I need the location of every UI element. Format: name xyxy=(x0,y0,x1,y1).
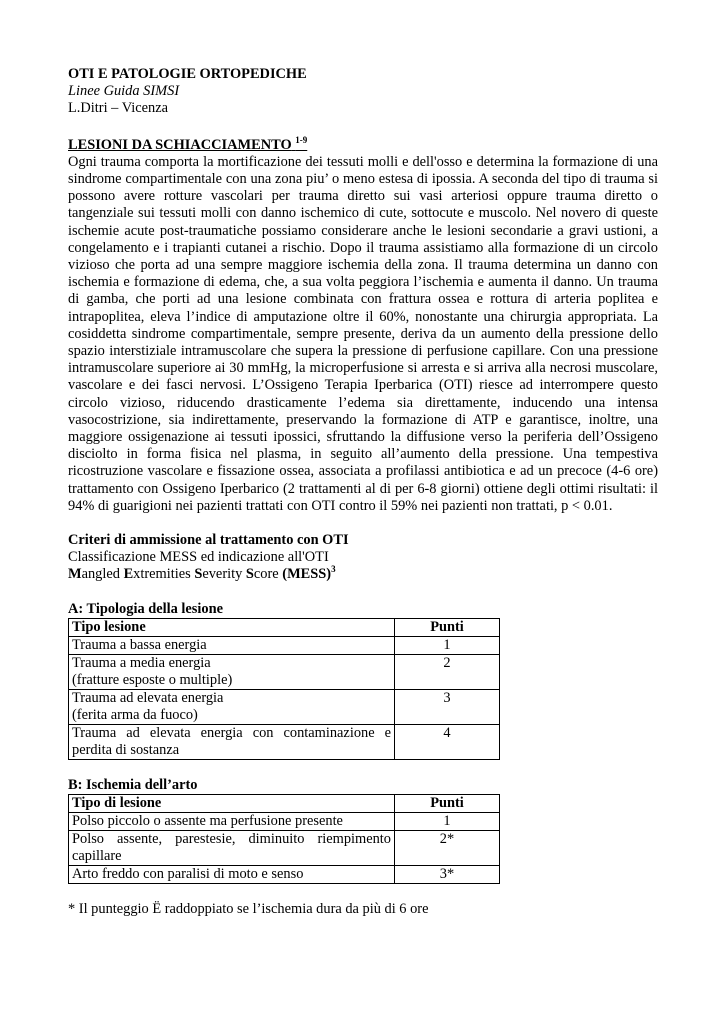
table-b-cell-lesione xyxy=(69,866,395,884)
mess-ref: 3 xyxy=(331,564,336,575)
table-b-header xyxy=(69,795,500,813)
criteria-title: Criteri di ammissione al trattamento con OTI xyxy=(68,532,349,549)
cell-line-1: Trauma a bassa energia xyxy=(72,636,207,653)
table-b-cell-lesione xyxy=(69,813,395,831)
table-a-cell-lesione xyxy=(69,636,395,654)
table-b-cell-punti: 3* xyxy=(395,866,500,884)
cell-line-2: (ferita arma da fuoco) xyxy=(72,706,198,723)
table-b xyxy=(68,794,500,884)
criteria-line: Classificazione MESS ed indicazione all'OTI xyxy=(68,549,329,566)
cell-line-1: Trauma ad elevata energia xyxy=(72,689,224,706)
table-row xyxy=(69,636,500,654)
doc-title: OTI E PATOLOGIE ORTOPEDICHE xyxy=(68,66,307,82)
table-a-cell-punti: 1 xyxy=(395,636,500,654)
doc-author: L.Ditri – Vicenza xyxy=(68,100,168,117)
mess-word-3: everity xyxy=(202,566,246,583)
section-title-ref: 1-9 xyxy=(295,134,308,145)
table-a xyxy=(68,618,500,760)
cell-line-1: Polso piccolo o assente ma perfusione presente xyxy=(72,813,343,830)
mess-line xyxy=(68,566,658,583)
document-page xyxy=(68,66,658,918)
table-a-cell-punti: 3 xyxy=(395,689,500,724)
table-a-cell-lesione xyxy=(69,724,395,759)
mess-initial-e: E xyxy=(123,566,134,583)
mess-word-4: core xyxy=(253,566,283,583)
cell-line-1: Polso assente, parestesie, diminuito riempimento xyxy=(72,831,391,848)
section-body: Ogni trauma comporta la mortificazione dei tessuti molli e dell'osso e determina la formazione di una sindrome compartimentale con una zona piu’ o meno estesa di ipossia. A seconda del tipo di trauma si possono avere rotture vascolari per trauma diretto sui vasi arteriosi oppure trauma diretto o tangenziale sui tessuti molli con danno ischemico di cute, sottocute e muscolo. Nel novero di queste ischemie acute post-traumatiche possiamo considerare anche le lesioni secondarie a gravi ustioni, a congelamento e i trapianti cutanei a rischio. Dopo il trauma assistiamo alla formazione di un circolo vizioso che porta ad una sempre maggiore ischemia della zona. Il trauma determina un danno con ischemia e formazione di edema, che, a sua volta peggiora l’ischemia e aumenta il danno. Un trauma di gamba, che porti ad una lesione combinata con frattura ossea e rottura di arteria poplitea e intrapoplitea, eleva l’indice di amputazione oltre il 60%, nonostante una chirurgia appropriata. La cosiddetta sindrome compartimentale, sempre presente, deriva da un aumento della pressione dello spazio interstiziale intramuscolare che supera la pressione di perfusione capillare. Con una pressione intramuscolare superiore ai 30 mmHg, la microperfusione si arresta e si arriva alla necrosi muscolare, vascolare e dei fasci nervosi. L’Ossigeno Terapia Iperbarica (OTI) riesce ad interrompere questo circolo vizioso, riducendo drasticamente l’edema sia direttamente, inducendo una intensa vasocostrizione, sia indirettamente, preservando la formazione di ATP e garantisce, inoltre, una maggiore ossigenazione ai tessuti ipossici, sfruttando la diffusione verso la periferia dell’Ossigeno disciolto in forma fisica nel plasma, in seguito all’aumento della pressione. Una tempestiva ricostruzione vascolare e fissazione ossea, associata a profilassi antibiotica e ad un precoce (4-6 ore) trattamento con Ossigeno Iperbarico (2 trattamenti al di per 6-8 giorni) ottiene degli ottimi risultati: il 94% di guarigioni nei pazienti trattati con OTI contro il 59% nei pazienti non trattati, p < 0.01. xyxy=(68,153,658,514)
table-row xyxy=(69,831,500,866)
table-b-title: B: Ischemia dell’arto xyxy=(68,776,198,793)
section-title xyxy=(68,134,658,154)
cell-line-2: perdita di sostanza xyxy=(72,741,180,758)
table-b-col-punti: Punti xyxy=(395,795,500,813)
mess-word-1: angled xyxy=(81,566,124,583)
table-a-title: A: Tipologia della lesione xyxy=(68,600,223,617)
cell-line-1: Trauma a media energia xyxy=(72,654,211,671)
table-a-col-tipo: Tipo lesione xyxy=(69,618,395,636)
cell-line-1: Trauma ad elevata energia con contaminazione e xyxy=(72,724,391,741)
table-row xyxy=(69,654,500,689)
mess-initial-m: M xyxy=(68,566,82,583)
mess-abbr: (MESS) xyxy=(282,566,332,583)
table-a-header xyxy=(69,618,500,636)
section-title-text: LESIONI DA SCHIACCIAMENTO xyxy=(68,136,292,153)
table-a-cell-lesione xyxy=(69,654,395,689)
table-row xyxy=(69,813,500,831)
mess-initial-s1: S xyxy=(194,566,203,583)
table-row xyxy=(69,724,500,759)
table-a-col-punti: Punti xyxy=(395,618,500,636)
table-b-cell-punti: 1 xyxy=(395,813,500,831)
doc-subtitle: Linee Guida SIMSI xyxy=(68,83,180,100)
table-row xyxy=(69,689,500,724)
cell-line-2: (fratture esposte o multiple) xyxy=(72,671,233,688)
table-a-cell-lesione xyxy=(69,689,395,724)
table-b-cell-lesione xyxy=(69,831,395,866)
mess-word-2: xtremities xyxy=(133,566,195,583)
table-a-cell-punti: 4 xyxy=(395,724,500,759)
cell-line-1: Arto freddo con paralisi di moto e senso xyxy=(72,866,304,883)
table-b-cell-punti: 2* xyxy=(395,831,500,866)
mess-initial-s2: S xyxy=(245,566,254,583)
table-a-cell-punti: 2 xyxy=(395,654,500,689)
table-row xyxy=(69,866,500,884)
cell-line-2: capillare xyxy=(72,848,122,865)
footnote: * Il punteggio Ë raddoppiato se l’ischemia dura da più di 6 ore xyxy=(68,901,429,918)
table-b-col-tipo: Tipo di lesione xyxy=(69,795,395,813)
